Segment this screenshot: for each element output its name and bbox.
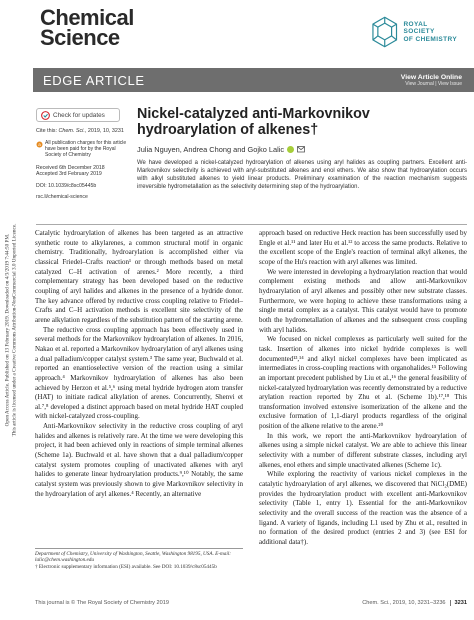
abstract: We have developed a nickel-catalyzed hydroarylation of alkenes using aryl halides as coupling partners. Excellent anti-Markovnikov selectivity is achieved with aryl-substituted alkenes and enol ethers. We also show that hydroarylation occurs with alkyl substituted alkenes to yield linear products. Preliminary examination of the reaction mechanism suggests irreversible hydrometallation as the selectivity determining step of the hydroarylation. [137, 160, 467, 190]
affiliation-footnote: Department of Chemistry, University of Washington, Seattle, Washington 98195, USA. E-mail: lalic@chem.washington.edu [35, 550, 232, 564]
page-footer [35, 600, 467, 606]
body-paragraph: In this work, we report the anti-Markovnikov hydroarylation of alkenes using a simple nickel catalyst. We are able to achieve this linear selectivity with a number of different substrate classes, including aryl alkenes, enol ethers and simple unactivated alkenes (Scheme 1c). [259, 431, 467, 469]
doi[interactable]: DOI: 10.1039/c8sc05445b [36, 182, 97, 189]
article-title: Nickel-catalyzed anti-Markovnikov hydroarylation of alkenes† [137, 106, 370, 138]
publication-charges-note [36, 140, 132, 159]
rsc-logo[interactable] [370, 12, 460, 52]
received-date: Received 6th December 2018 [36, 164, 105, 171]
view-links-block [401, 74, 462, 87]
author-names[interactable]: Julia Nguyen, Andrea Chong and Gojko Lalic [137, 145, 285, 154]
journal-site-link[interactable]: rsc.li/chemical-science [36, 193, 88, 200]
header-divider [36, 224, 467, 225]
pubs-badge-icon [36, 141, 43, 149]
body-left-column [35, 229, 243, 499]
cite-prefix: Cite this: [36, 128, 57, 134]
footnote-divider [35, 548, 243, 549]
article-metadata [36, 128, 132, 200]
license-sidebar [0, 70, 22, 590]
footer-citation-block [362, 600, 467, 606]
rsc-logo-text [403, 21, 460, 44]
article-dates [36, 165, 132, 178]
check-for-updates-button[interactable] [36, 108, 120, 122]
rsc-logo-line1: ROYAL SOCIETY [403, 20, 435, 36]
view-article-online-link[interactable]: View Article Online [400, 73, 462, 81]
body-paragraph: While exploring the reactivity of various nickel complexes in the catalytic hydroarylation of aryl alkenes, we discovered that NiCl₂(DME) provides the hydroarylation product with excellent anti-Markovnikov selectivity (Table 1, entry 1). Essential for the anti-Markovnikov selectivity and the overall success of the reaction was the absence of a ligand. A variety of ligands, including L1 used by Zhu et al., resulted in no formation of the desired product (entries 2 and 3) (see ESI for additional data†). [259, 470, 467, 546]
journal-title [40, 5, 134, 50]
check-for-updates-label: Check for updates [53, 111, 105, 119]
esi-footnote[interactable]: † Electronic supplementary information (ESI) available. See DOI: 10.1039/c8sc05445b [35, 563, 217, 570]
accepted-date: Accepted 3rd February 2019 [36, 171, 102, 178]
article-type-label: EDGE ARTICLE [43, 72, 145, 88]
footnotes [35, 548, 243, 570]
body-paragraph: Anti-Markovnikov selectivity in the reductive cross coupling of aryl halides and alkenes is relatively rare. At the time we were developing this project, it had been achieved only in reactions of simple terminal alkenes (Scheme 1a). Buchwald et al. have shown that a dual palladium/copper catalyst system promotes coupling of unactivated alkenes with aryl halides to generate linear hydroarylation products.⁹,¹⁰ Notably, the same catalyst system was previously shown to give Markovnikov selectivity in the hydroarylation of aryl alkenes.⁴ Recently, an alternative [35, 422, 243, 498]
rsc-logo-line2: OF CHEMISTRY [403, 35, 458, 43]
body-paragraph: The reductive cross coupling approach has been effectively used in several methods for the Markovnikov hydroarylation of alkenes. In 2016, Nakao et al. reported a Markovnikov hydroarylation of aryl alkenes using a dual palladium/copper catalyst system.³ The same year, Buchwald et al. reported an enantioselective version of the reaction using a similar approach.⁴ Markovnikov hydroarylation of alkenes has also been achieved by Herzon et al.⁵,⁶ using metal hydride hydrogen atom transfer (HAT) to initiate radical alkylation of arenes. Concurrently, Shenvi et al.⁷,⁸ developed a distinct approach based on metal hydride HAT coupled with nickel-catalyzed cross-coupling. [35, 325, 243, 421]
check-updates-icon [41, 111, 50, 120]
journal-title-line1: Chemical [40, 5, 134, 30]
body-paragraph: approach based on reductive Heck reaction has been successfully used by Engle et al.¹¹ and later Hu et al.¹² to access the same products. Relative to the excellent scope of the Engle's reaction of terminal alkyl alkenes, the scope of the Hu's reaction with aryl alkenes was limited. [259, 229, 467, 266]
body-paragraph: Catalytic hydroarylation of alkenes has been targeted as an attractive synthetic route to alkylarenes, a common structural motif in organic chemistry. Traditionally, hydroarylation is accomplished either via classical Friedel–Crafts reaction¹ or through methods based on metal catalyzed C–H activation of arenes.² More recently, a third complementary strategy has been developed based on the reductive coupling of aryl halides and alkenes in the presence of a hydride donor. The key advance offered by reductive cross coupling relative to Friedel–Crafts and C–H activation methods is excellent site selectivity of the arene alkylation regardless of the substitution pattern of the starting arene. [35, 229, 243, 324]
cite-rest: , 2019, 10, 3231 [84, 128, 124, 134]
article-type-banner [33, 68, 474, 92]
body-paragraph: We focused on nickel complexes as particularly well suited for the task. Insertion of alkenes into nickel hydride complexes is well documented¹³,¹⁴ and alkyl nickel complexes have been implicated as intermediates in cross-coupling reactions with organohalides.¹⁵ Following an important precedent published by Liu et al.,¹⁶ the general feasibility of nickel-catalyzed hydroarylation was recently demonstrated by a reductive arylation reaction reported by Zhu et al. (Scheme 1b).¹⁷,¹⁸ This transformation involved extensive isomerization of the alkene and the exclusive formation of 1,1-diaryl products regardless of the original position of the alkene relative to the arene.²⁰ [259, 335, 467, 431]
license-sidebar-line1[interactable]: Open Access Article. Published on 13 February 2019. Downloaded on 4/3/2019 7:44:50 PM. [4, 233, 10, 427]
license-sidebar-line2[interactable]: This article is licensed under a Creative Commons Attribution-NonCommercial 3.0 Unported Licence. [11, 223, 17, 437]
view-journal-issue-links[interactable]: View Journal | View Issue [405, 80, 462, 87]
page-number: 3231 [450, 600, 467, 606]
email-icon[interactable] [297, 146, 305, 153]
rsc-hexagon-logo-icon [370, 15, 399, 49]
svg-text:a: a [38, 142, 41, 147]
author-list [137, 145, 305, 154]
orcid-icon[interactable] [287, 146, 294, 153]
body-paragraph: We were interested in developing a hydroarylation reaction that would complement existing methods and allow anti-Markovnikov hydroarylation of aryl alkenes and possibly other new substrate classes. Furthermore, we were hoping to achieve these transformations using a single metal complex as a catalyst. This catalyst would have to promote both the hydrometallation of alkenes and the subsequent cross coupling with aryl halides. [259, 267, 467, 334]
copyright-notice: This journal is © The Royal Society of Chemistry 2019 [35, 600, 169, 606]
body-right-column [259, 229, 467, 548]
publication-charges-text: All publication charges for this article have been paid for by the Royal Society of Chemistry [45, 140, 127, 159]
citation [36, 128, 132, 135]
footer-citation: Chem. Sci., 2019, 10, 3231–3236 [362, 600, 446, 606]
journal-title-line2: Science [40, 25, 120, 50]
cite-journal: Chem. Sci. [58, 128, 85, 134]
